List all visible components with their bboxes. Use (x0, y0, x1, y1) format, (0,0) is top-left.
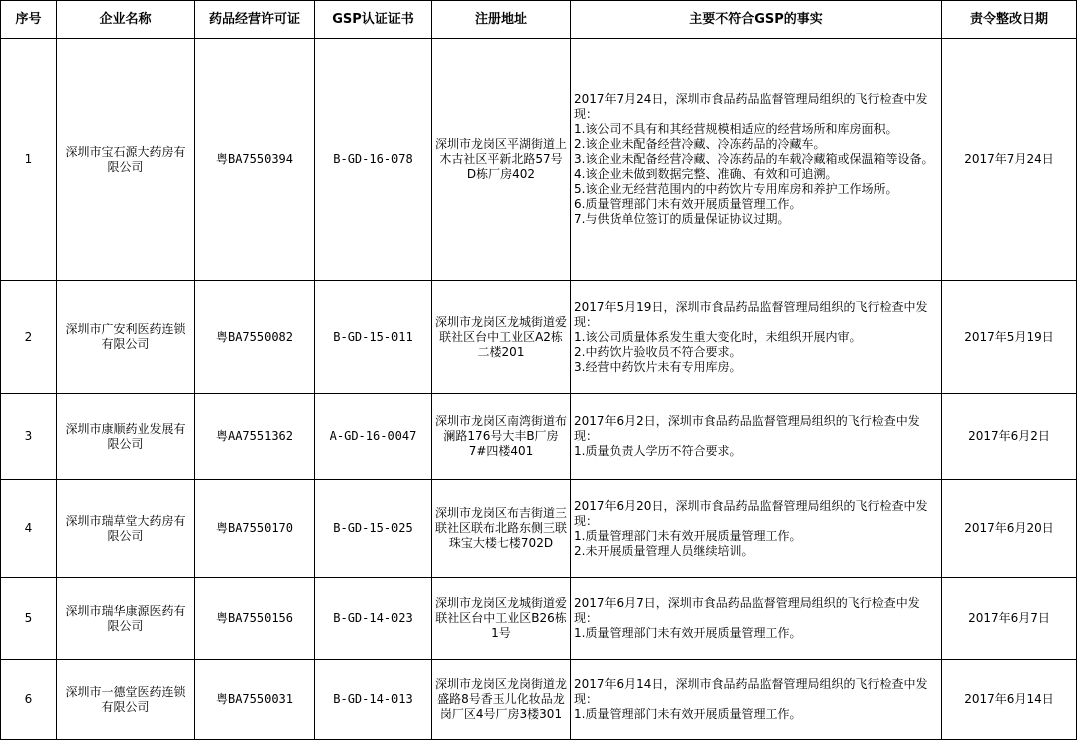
license-number: 粤BA7550170 (195, 480, 315, 578)
row-no: 5 (1, 578, 57, 660)
fact-line: 2017年7月24日，深圳市食品药品监督管理局组织的飞行检查中发现： (574, 92, 928, 121)
rectification-date: 2017年6月14日 (942, 660, 1077, 740)
row-no: 4 (1, 480, 57, 578)
fact-line: 1.质量管理部门未有效开展质量管理工作。 (574, 707, 802, 721)
gsp-cert-number: B-GD-14-013 (315, 660, 432, 740)
rectification-date: 2017年7月24日 (942, 39, 1077, 281)
fact-line: 2017年5月19日，深圳市食品药品监督管理局组织的飞行检查中发现： (574, 299, 928, 329)
header-gsp-cert: GSP认证证书 (315, 1, 432, 39)
license-number: 粤AA7551362 (195, 394, 315, 480)
header-license: 药品经营许可证 (195, 1, 315, 39)
row-no: 3 (1, 394, 57, 480)
company-name: 深圳市瑞华康源医药有限公司 (57, 578, 195, 660)
registered-address: 深圳市龙岗区布吉街道三联社区联布北路东侧三联珠宝大楼七楼702D (432, 480, 571, 578)
violation-facts (571, 660, 942, 740)
fact-line: 2017年6月20日，深圳市食品药品监督管理局组织的飞行检查中发现： (574, 498, 928, 528)
gsp-cert-number: B-GD-15-025 (315, 480, 432, 578)
fact-line: 1.质量管理部门未有效开展质量管理工作。 (574, 626, 802, 640)
violation-facts (571, 480, 942, 578)
fact-line: 4.该企业未做到数据完整、准确、有效和可追溯。 (574, 167, 838, 181)
violation-facts (571, 281, 942, 394)
table-row (1, 281, 1077, 394)
fact-line: 2017年6月2日，深圳市食品药品监督管理局组织的飞行检查中发现： (574, 414, 920, 443)
registered-address: 深圳市龙岗区龙城街道爱联社区台中工业区B26栋1号 (432, 578, 571, 660)
fact-line: 1.该公司质量体系发生重大变化时，未组织开展内审。 (574, 329, 862, 344)
fact-line: 7.与供货单位签订的质量保证协议过期。 (574, 212, 790, 226)
violation-facts (571, 39, 942, 281)
header-date: 责令整改日期 (942, 1, 1077, 39)
fact-line: 1.质量负责人学历不符合要求。 (574, 444, 742, 458)
fact-line: 5.该企业无经营范围内的中药饮片专用库房和养护工作场所。 (574, 182, 898, 196)
registered-address: 深圳市龙岗区龙岗街道龙盛路8号香玉儿化妆品龙岗厂区4号厂房3楼301 (432, 660, 571, 740)
gsp-cert-number: B-GD-15-011 (315, 281, 432, 394)
company-name: 深圳市广安利医药连锁有限公司 (57, 281, 195, 394)
fact-line: 3.该企业未配备经营冷藏、冷冻药品的车载冷藏箱或保温箱等设备。 (574, 152, 934, 166)
fact-line: 2017年6月14日，深圳市食品药品监督管理局组织的飞行检查中发现： (574, 677, 928, 706)
license-number: 粤BA7550156 (195, 578, 315, 660)
fact-line: 2.未开展质量管理人员继续培训。 (574, 543, 754, 558)
fact-line: 2017年6月7日，深圳市食品药品监督管理局组织的飞行检查中发现： (574, 596, 920, 625)
registered-address: 深圳市龙岗区南湾街道布澜路176号大丰B厂房7#四楼401 (432, 394, 571, 480)
header-company-name: 企业名称 (57, 1, 195, 39)
rectification-date: 2017年6月2日 (942, 394, 1077, 480)
gsp-cert-number: A-GD-16-0047 (315, 394, 432, 480)
header-address: 注册地址 (432, 1, 571, 39)
violation-facts (571, 578, 942, 660)
fact-line: 1.该公司不具有和其经营规模相适应的经营场所和库房面积。 (574, 122, 898, 136)
license-number: 粤BA7550394 (195, 39, 315, 281)
fact-line: 3.经营中药饮片未有专用库房。 (574, 359, 742, 374)
row-no: 6 (1, 660, 57, 740)
company-name: 深圳市瑞草堂大药房有限公司 (57, 480, 195, 578)
header-row (1, 1, 1077, 39)
table-row (1, 578, 1077, 660)
header-facts: 主要不符合GSP的事实 (571, 1, 942, 39)
registered-address: 深圳市龙岗区龙城街道爱联社区台中工业区A2栋二楼201 (432, 281, 571, 394)
table-row (1, 660, 1077, 740)
rectification-date: 2017年6月20日 (942, 480, 1077, 578)
fact-line: 2.该企业未配备经营冷藏、冷冻药品的冷藏车。 (574, 137, 826, 151)
row-no: 2 (1, 281, 57, 394)
fact-line: 1.质量管理部门未有效开展质量管理工作。 (574, 528, 802, 543)
company-name: 深圳市宝石源大药房有限公司 (57, 39, 195, 281)
license-number: 粤BA7550031 (195, 660, 315, 740)
license-number: 粤BA7550082 (195, 281, 315, 394)
fact-line: 2.中药饮片验收员不符合要求。 (574, 344, 742, 359)
header-no: 序号 (1, 1, 57, 39)
company-name: 深圳市一德堂医药连锁有限公司 (57, 660, 195, 740)
rectification-date: 2017年5月19日 (942, 281, 1077, 394)
fact-line: 6.质量管理部门未有效开展质量管理工作。 (574, 197, 802, 211)
table-row (1, 480, 1077, 578)
table-row (1, 39, 1077, 281)
table-row (1, 394, 1077, 480)
gsp-cert-number: B-GD-14-023 (315, 578, 432, 660)
company-name: 深圳市康顺药业发展有限公司 (57, 394, 195, 480)
violation-facts (571, 394, 942, 480)
rectification-date: 2017年6月7日 (942, 578, 1077, 660)
registered-address: 深圳市龙岗区平湖街道上木古社区平新北路57号D栋厂房402 (432, 39, 571, 281)
row-no: 1 (1, 39, 57, 281)
gsp-cert-number: B-GD-16-078 (315, 39, 432, 281)
